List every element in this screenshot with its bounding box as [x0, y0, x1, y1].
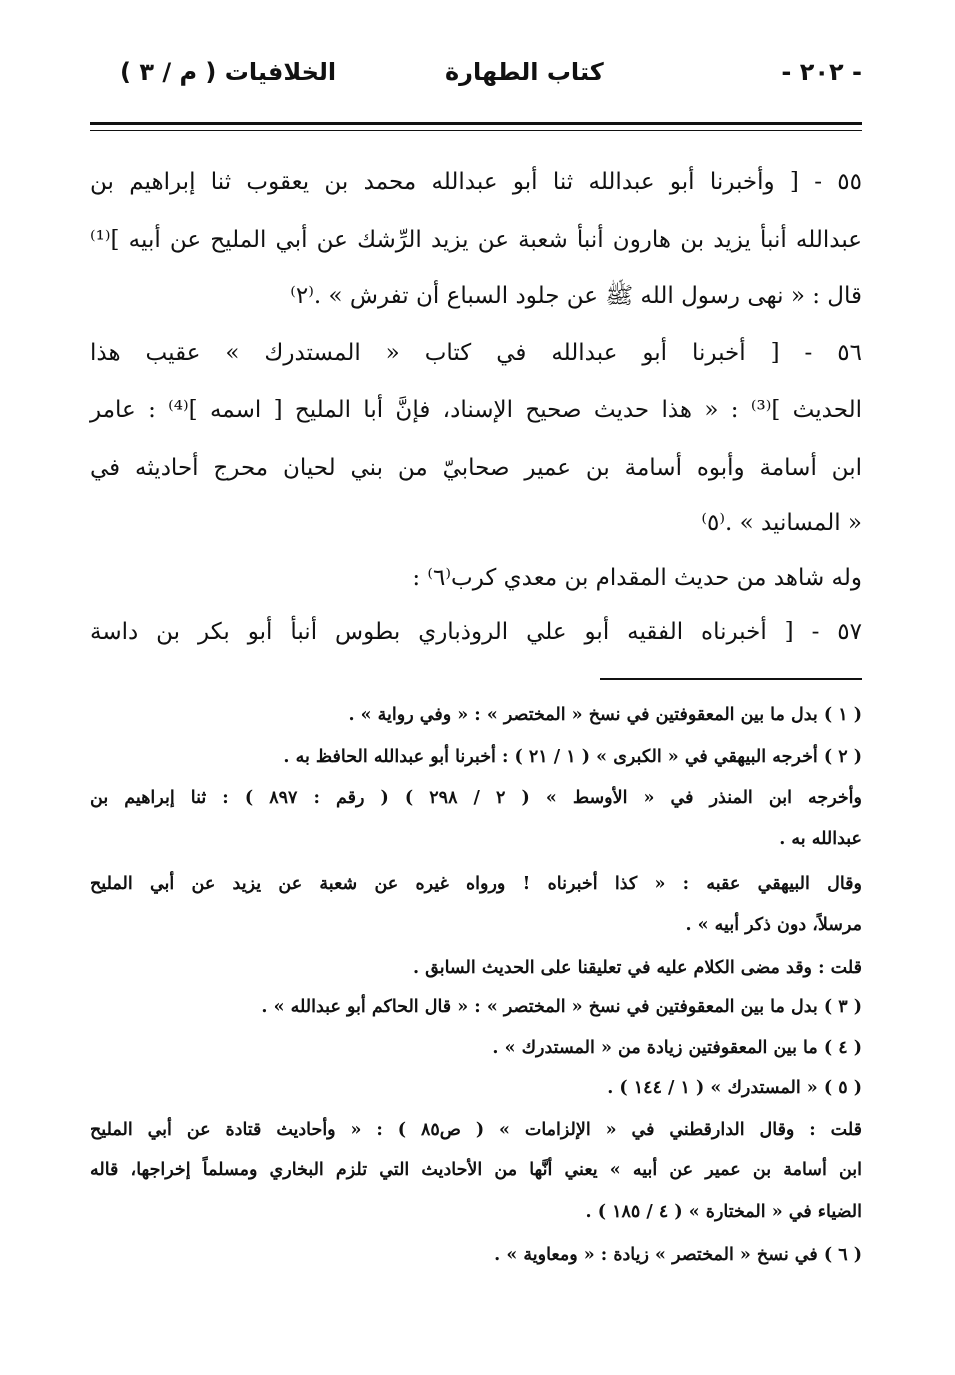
text-line: ابن أسامة وأبوه أسامة بن عمير صحابيّ من بني لحيان محرج أحاديثه في: [90, 455, 862, 481]
header-rule-thin: [90, 130, 862, 131]
footnote-line: وقال البيهقي عقبه : « كذا أخبرناه ! ورواه غيره عن شعبة عن يزيد عن أبي المليح: [90, 874, 862, 894]
footnote-line: قلت : وقد مضى الكلام عليه في تعليقنا على الحديث السابق .: [412, 958, 862, 978]
text-line: عبدالله أنبأ يزيد بن هارون أنبأ شعبة عن يزيد الرِّشك عن أبي المليح عن أبيه ]⁽¹⁾: [90, 227, 862, 253]
text-line: « المسانيد » .⁽٥⁾: [701, 510, 862, 536]
text-line: ٥٦ - [ أخبرنا أبو عبدالله في كتاب « المستدرك » عقيب هذا: [90, 340, 862, 366]
footnote-line: الضياء في « المختارة » ( ٤ / ١٨٥ ) .: [585, 1202, 862, 1222]
footnote-line: ابن أسامة بن عمير عن أبيه » يعني أنَّها من الأحاديث التي تلزم البخاري ومسلماً إخراجها، قاله: [90, 1160, 862, 1180]
footnote-line: ( ٦ ) في نسخ « المختصر » زيادة : « ومعاوية » .: [494, 1245, 862, 1265]
book-title: كتاب الطهارة: [445, 58, 604, 86]
footnote-separator: [600, 678, 862, 680]
footnote-line: ( ١ ) بدل ما بين المعقوفتين في نسخ « المختصر » : « وفي رواية » .: [348, 705, 862, 725]
text-line: قال : « نهى رسول الله ﷺ عن جلود السباع أن تفرش » .⁽٢⁾: [290, 283, 862, 309]
text-line: الحديث ]⁽³⁾ : « هذا حديث صحيح الإسناد، فإنَّ أبا المليح [ اسمه ]⁽⁴⁾ : عامر: [90, 397, 862, 423]
text-line: ٥٧ - [ أخبرناه الفقيه أبو علي الروذباري بطوس أنبأ أبو بكر بن داسة: [90, 619, 863, 645]
footnote-line: ( ٤ ) ما بين المعقوفتين زيادة من « المستدرك » .: [492, 1038, 862, 1058]
text-line: ٥٥ - [ وأخبرنا أبو عبدالله ثنا أبو عبدالله محمد بن يعقوب ثنا إبراهيم بن: [90, 169, 862, 195]
footnote-line: ( ٢ ) أخرجه البيهقي في « الكبرى » ( ١ / ٢١ ) : أخبرنا أبو عبدالله الحافظ به .: [283, 747, 862, 767]
volume-label: الخلافيات ( م / ٣ ): [120, 58, 337, 86]
running-header: [90, 58, 862, 98]
header-rule-thick: [90, 122, 862, 125]
footnote-line: ( ٥ ) « المستدرك » ( ١ / ١٤٤ ) .: [607, 1078, 862, 1098]
footnote-line: ( ٣ ) بدل ما بين المعقوفتين في نسخ « المختصر » : « قال الحاكم أبو عبدالله » .: [261, 997, 862, 1017]
footnote-line: مرسلاً، دون ذكر أبيه » .: [685, 915, 862, 935]
footnote-line: وأخرجه ابن المنذر في « الأوسط » ( ٢ / ٢٩٨ ) ( رقم : ٨٩٧ ) : ثنا إبراهيم بن: [90, 788, 862, 808]
footnote-line: قلت : وقال الدارقطني في « الإلزامات » ( ص٨٥ ) : « وأحاديث قتادة عن أبي المليح: [90, 1120, 863, 1140]
page-number: - ٢٠٢ -: [781, 58, 862, 86]
footnote-line: عبدالله به .: [779, 829, 862, 849]
text-line: وله شاهد من حديث المقدام بن معدي كرب⁽٦⁾ :: [412, 565, 862, 591]
